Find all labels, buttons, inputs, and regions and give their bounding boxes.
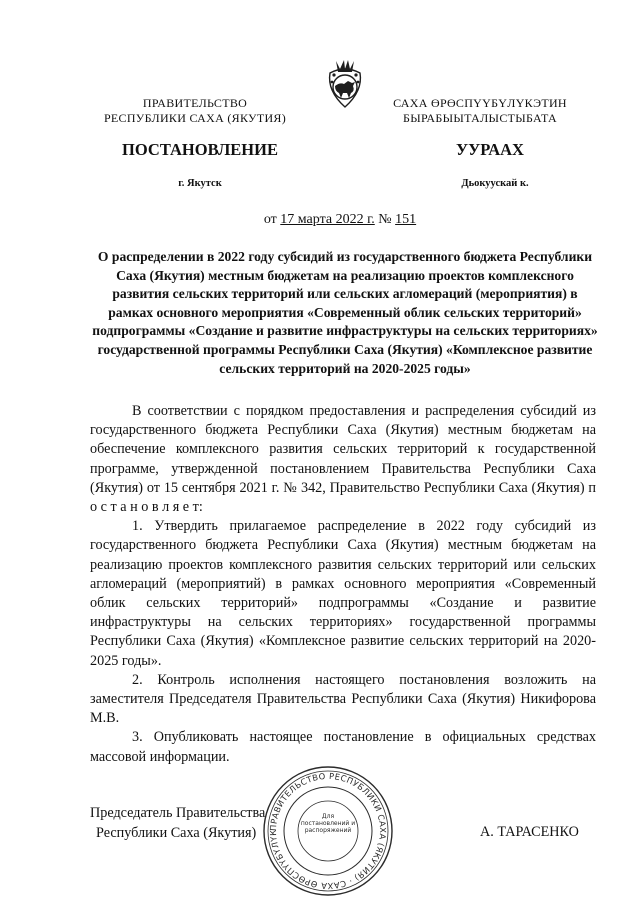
date-prefix: от — [263, 212, 281, 227]
doc-type-russian: ПОСТАНОВЛЕНИЕ — [122, 140, 278, 159]
seal-ring-text: ПРАВИТЕЛЬСТВО РЕСПУБЛИКИ САХА (ЯКУТИЯ) · САХА ӨРӨСПҮҮБҮЛҮК — [267, 770, 389, 892]
issuer-sakha-line-2: БЫРАБЫЫТАЛЫСТЫБАТА — [403, 111, 557, 125]
issuer-line-2: РЕСПУБЛИКИ САХА (ЯКУТИЯ) — [103, 111, 287, 125]
position-line-2: Республики Саха (Якутия) — [96, 824, 257, 841]
issuer-name-sakha — [370, 96, 590, 126]
clause-1: 1. Утвердить прилагаемое распределение в 2022 году субсидий из государственного бюджета Республики Саха (Якутия) местным бюджетам на реализацию проектов комплексного развития сельских территорий или сельских агломераций (мероприятий) в рамках основного мероприятия «Современный облик сельских территорий» подпрограммы «Создание и развитие инфраструктуры на сельских территориях» государственной программы Республики Саха (Якутия) «Комплексное развитие сельских территорий на 2020-2025 годы». — [90, 518, 596, 669]
document-number: 151 — [395, 212, 417, 227]
issuer-sakha-line-1: САХА ӨРӨСПҮҮБҮЛҮКЭТИН — [393, 96, 567, 110]
clause-2: 2. Контроль исполнения настоящего постановления возложить на заместителя Председателя Правительства Республики Саха (Якутия) Никифорова М.В. — [90, 671, 596, 727]
position-line-1: Председатель Правительства — [90, 805, 266, 821]
issuer-line-1: ПРАВИТЕЛЬСТВО — [142, 96, 248, 110]
clause-3: 3. Опубликовать настоящее постановление в официальных средствах массовой информации. — [90, 729, 596, 765]
document-date: 17 марта 2022 г. — [280, 212, 375, 227]
city-sakha: Дьокуускай к. — [461, 178, 529, 189]
signatory-name: А. ТАРАСЕНКО — [480, 824, 579, 840]
coat-of-arms-icon — [322, 55, 368, 111]
signatory-position — [90, 804, 265, 843]
doc-type-sakha: УУРААХ — [456, 140, 524, 159]
document-title: О распределении в 2022 году субсидий из государственного бюджета Республики Саха (Якутия) местным бюджетам на реализацию проектов комплексного развития сельских территорий или сельских агломераций (мероприятия) в рамках основного мероприятия «Современный облик сельских территорий» подпрограммы «Создание и развитие инфраструктуры на сельских территориях» государственной программы Республики Саха (Якутия) «Комплексное развитие сельских территорий на 2020-2025 годы» — [92, 249, 598, 376]
date-number-line — [200, 212, 480, 228]
preamble-paragraph: В соответствии с порядком предоставления и распределения субсидий из государственного бюджета Республики Саха (Якутия) местным бюджетам на обеспечение комплексного развития сельских территорий к государственной программе, утвержденной постановлением Правительства Республики Саха (Якутия) от 15 сентября 2021 г. № 342, Правительство Республики Саха (Якутия) п о с т а н о в л я е т: — [90, 403, 596, 516]
number-sign: № — [374, 212, 396, 227]
issuer-name-russian — [100, 96, 290, 126]
official-seal — [262, 765, 394, 897]
document-body — [90, 402, 596, 767]
seal-center-text: Для постановлений и распоряжений — [300, 813, 356, 834]
city-russian: г. Якутск — [178, 178, 222, 189]
